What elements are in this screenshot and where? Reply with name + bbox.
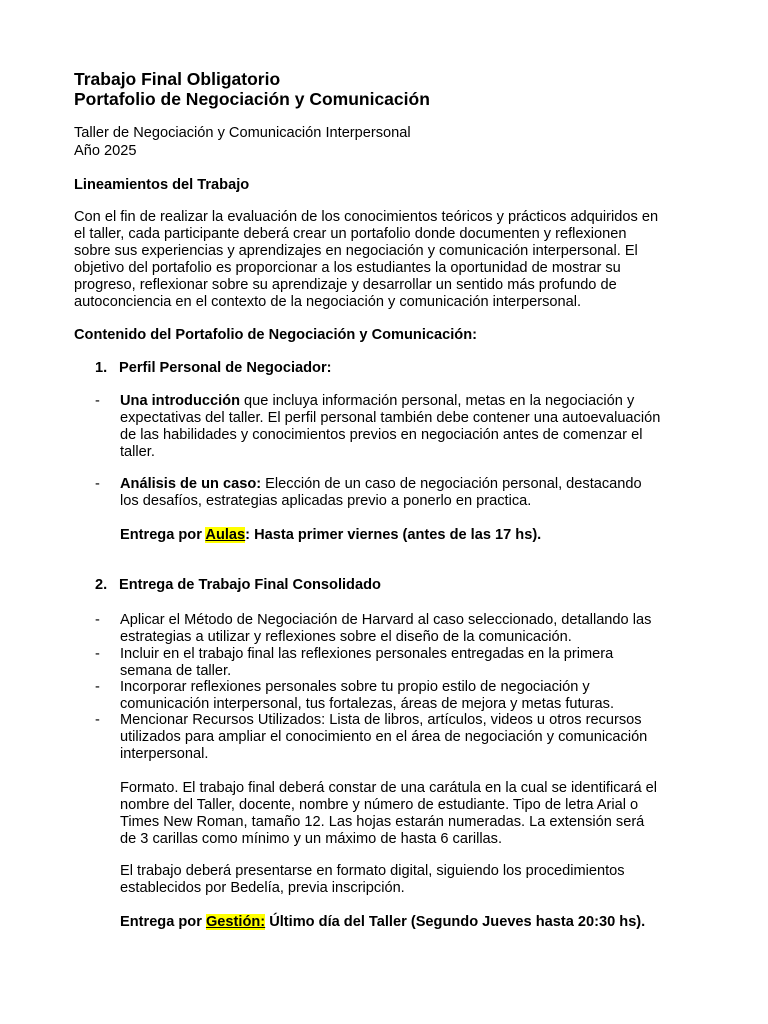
paragraph-line: Con el fin de realizar la evaluación de los conocimientos teóricos y prácticos adquiridos en <box>74 209 659 225</box>
guidelines-heading: Lineamientos del Trabajo <box>74 177 250 193</box>
bullet-dash: - <box>95 393 100 409</box>
delivery-aulas <box>120 527 720 544</box>
bullet-line <box>120 476 720 493</box>
bullet-text: que incluya información personal, metas en la negociación y <box>240 393 635 409</box>
paragraph-line: progreso, reflexionar sobre su aprendizaje y desarrollar un sentido más profundo de <box>74 277 617 293</box>
bullet-line: Incluir en el trabajo final las reflexiones personales entregadas en la primera <box>120 646 614 662</box>
bullet-dash: - <box>95 612 100 628</box>
course-year: Año 2025 <box>74 143 137 159</box>
section-1-title <box>95 360 331 377</box>
bullet-lead: Análisis de un caso: <box>120 476 262 492</box>
bullet-dash: - <box>95 646 100 662</box>
bullet-line: Aplicar el Método de Negociación de Harvard al caso seleccionado, detallando las <box>120 612 652 628</box>
paragraph-line: sobre sus experiencias y aprendizajes en negociación y comunicación interpersonal. El <box>74 243 638 259</box>
paragraph-line: objetivo del portafolio es proporcionar a los estudiantes la oportunidad de mostrar su <box>74 260 621 276</box>
section-2-title <box>95 577 381 594</box>
bullet-lead: Una introducción <box>120 393 240 409</box>
bullet-line: estrategias a utilizar y reflexiones sobre el diseño de la comunicación. <box>120 629 572 645</box>
document-title: Trabajo Final Obligatorio <box>74 69 281 89</box>
bullet-line: los desafíos, estrategias aplicadas previo a ponerlo en practica. <box>120 493 532 509</box>
bullet-line <box>120 393 720 410</box>
bullet-dash: - <box>95 712 100 728</box>
section-title-text: Perfil Personal de Negociador: <box>119 360 332 376</box>
format-paragraph <box>120 780 720 848</box>
content-heading: Contenido del Portafolio de Negociación y Comunicación: <box>74 327 477 343</box>
bullet-line: semana de taller. <box>120 663 232 679</box>
bullet-resources <box>120 712 720 763</box>
document-subtitle: Portafolio de Negociación y Comunicación <box>74 89 430 109</box>
paragraph-line: autoconciencia en el contexto de la negociación y comunicación interpersonal. <box>74 294 582 310</box>
delivery-deadline: : Hasta primer viernes (antes de las 17 hs). <box>245 527 542 543</box>
paragraph-line: establecidos por Bedelía, previa inscripción. <box>120 880 405 896</box>
digital-paragraph <box>120 863 720 897</box>
delivery-gestion <box>120 914 720 931</box>
bullet-line: Mencionar Recursos Utilizados: Lista de libros, artículos, videos u otros recursos <box>120 712 642 728</box>
delivery-prefix: Entrega por <box>120 914 206 930</box>
bullet-reflections <box>120 646 720 680</box>
bullet-line: utilizados para ampliar el conocimiento en el área de negociación y comunicación <box>120 729 648 745</box>
delivery-channel-highlight: Aulas <box>205 527 246 543</box>
paragraph-line: Formato. El trabajo final deberá constar de una carátula en la cual se identificará el <box>120 780 658 796</box>
section-title-text: Entrega de Trabajo Final Consolidado <box>119 577 381 593</box>
delivery-prefix: Entrega por <box>120 527 206 543</box>
delivery-channel-highlight: Gestión: <box>205 914 266 930</box>
bullet-text: Elección de un caso de negociación personal, destacando <box>261 476 642 492</box>
bullet-introduction <box>120 393 720 461</box>
paragraph-line: de 3 carillas como mínimo y un máximo de hasta 6 carillas. <box>120 831 503 847</box>
course-name: Taller de Negociación y Comunicación Interpersonal <box>74 125 411 141</box>
delivery-deadline: Último día del Taller (Segundo Jueves hasta 20:30 hs). <box>265 914 646 930</box>
section-number: 2. <box>95 577 108 593</box>
bullet-harvard-method <box>120 612 720 646</box>
bullet-line: comunicación interpersonal, tus fortalezas, áreas de mejora y metas futuras. <box>120 696 614 712</box>
bullet-style <box>120 679 720 713</box>
paragraph-line: nombre del Taller, docente, nombre y número de estudiante. Tipo de letra Arial o <box>120 797 639 813</box>
paragraph-line: el taller, cada participante deberá crear un portafolio donde documenten y reflexionen <box>74 226 627 242</box>
paragraph-line: Times New Roman, tamaño 12. Las hojas estarán numeradas. La extensión será <box>120 814 645 830</box>
bullet-case-analysis <box>120 476 720 510</box>
guidelines-paragraph <box>74 209 714 311</box>
bullet-dash: - <box>95 679 100 695</box>
bullet-line: Incorporar reflexiones personales sobre tu propio estilo de negociación y <box>120 679 590 695</box>
bullet-dash: - <box>95 476 100 492</box>
bullet-line: taller. <box>120 444 155 460</box>
bullet-line: interpersonal. <box>120 746 209 762</box>
section-number: 1. <box>95 360 108 376</box>
bullet-line: de las habilidades y conocimientos previos en negociación antes de comenzar el <box>120 427 643 443</box>
paragraph-line: El trabajo deberá presentarse en formato digital, siguiendo los procedimientos <box>120 863 625 879</box>
bullet-line: expectativas del taller. El perfil personal también debe contener una autoevaluación <box>120 410 661 426</box>
